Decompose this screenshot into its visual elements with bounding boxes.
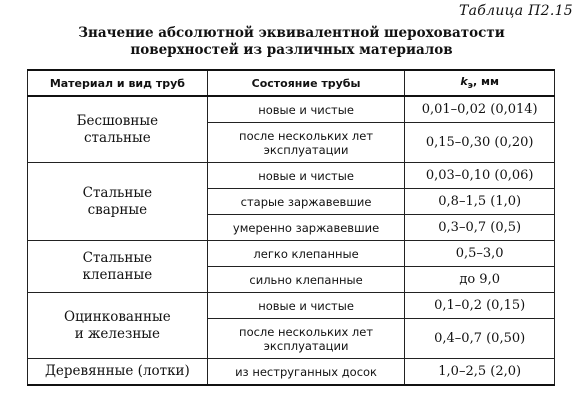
header-material: Материал и вид труб: [28, 70, 208, 96]
value-cell: 0,15–0,30 (0,20): [405, 123, 555, 163]
state-cell: [207, 96, 405, 123]
material-cell: [28, 359, 208, 386]
state-line-1: после нескольких лет: [239, 128, 374, 143]
roughness-table: [27, 69, 555, 386]
material-cell: [28, 293, 208, 359]
state-line-1: сильно клепанные: [249, 272, 363, 287]
material-line-2: сварные: [87, 201, 148, 218]
state-line-1: новые и чистые: [258, 168, 354, 183]
table-row: [28, 241, 555, 267]
value-cell: 0,03–0,10 (0,06): [405, 163, 555, 189]
material-line-1: Стальные: [82, 249, 153, 266]
state-line-1: новые и чистые: [258, 298, 354, 313]
material-line-1: Деревянные (лотки): [44, 363, 190, 379]
state-line-1: легко клепанные: [253, 246, 359, 261]
value-cell: 0,3–0,7 (0,5): [405, 215, 555, 241]
table-caption: Таблица П2.15: [458, 3, 573, 19]
value-cell: 0,4–0,7 (0,50): [405, 319, 555, 359]
table-row: [28, 96, 555, 123]
header-k-unit: , мм: [473, 74, 499, 88]
material-cell: [28, 163, 208, 241]
value-cell: 1,0–2,5 (2,0): [405, 359, 555, 386]
material-line-2: стальные: [84, 129, 151, 146]
state-line-1: новые и чистые: [258, 102, 354, 117]
table-row: [28, 359, 555, 386]
state-line-1: старые заржавевшие: [240, 194, 372, 209]
state-line-1: после нескольких лет: [239, 324, 374, 339]
material-line-1: Оцинкованные: [64, 308, 171, 325]
material-cell: [28, 96, 208, 163]
title-line-1: Значение абсолютной эквивалентной шероховатости: [78, 25, 505, 41]
material-line-1: Бесшовные: [76, 112, 159, 129]
value-cell: 0,01–0,02 (0,014): [405, 96, 555, 123]
material-line-2: и железные: [74, 325, 161, 342]
header-k: [405, 70, 555, 96]
state-cell: [207, 215, 405, 241]
header-k-subscript: э: [467, 81, 473, 92]
table-title: [0, 25, 583, 59]
material-line-2: клепаные: [82, 266, 153, 283]
value-cell: до 9,0: [405, 267, 555, 293]
material-line-1: Стальные: [82, 184, 153, 201]
table-row: [28, 163, 555, 189]
state-cell: [207, 293, 405, 319]
state-cell: [207, 163, 405, 189]
header-state: Состояние трубы: [207, 70, 405, 96]
header-row: [28, 70, 555, 96]
header-k-symbol: k: [460, 74, 468, 88]
state-cell: [207, 241, 405, 267]
value-cell: 0,8–1,5 (1,0): [405, 189, 555, 215]
state-line-2: эксплуатации: [263, 338, 349, 353]
table-row: [28, 293, 555, 319]
state-cell: [207, 267, 405, 293]
state-cell: [207, 359, 405, 386]
title-line-2: поверхностей из различных материалов: [130, 42, 453, 58]
value-cell: 0,5–3,0: [405, 241, 555, 267]
value-cell: 0,1–0,2 (0,15): [405, 293, 555, 319]
state-line-2: эксплуатации: [263, 142, 349, 157]
state-line-1: из неструганных досок: [235, 364, 378, 379]
state-cell: [207, 319, 405, 359]
state-line-1: умеренно заржавевшие: [232, 220, 380, 235]
state-cell: [207, 123, 405, 163]
state-cell: [207, 189, 405, 215]
material-cell: [28, 241, 208, 293]
